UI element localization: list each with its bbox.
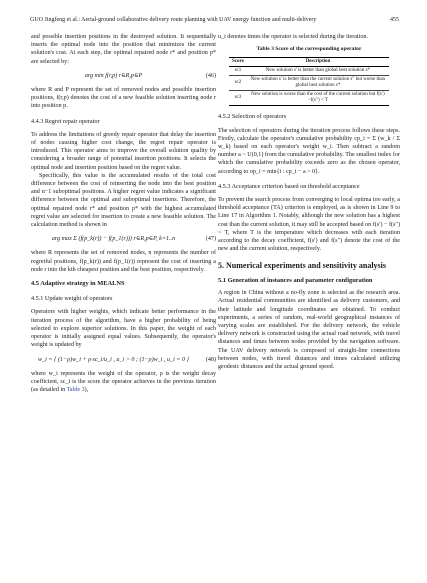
table-header-row	[229, 58, 389, 67]
paragraph: Operators with higher weights, which indicate better performance in the iteration process of the algorithm, have a higher probability of being selected to explore superior solutions. In this paper, the weight of each operator is initially assigned equal values. Subsequently, the operator's weight is updated by	[31, 309, 216, 349]
table-row	[229, 91, 389, 106]
equation-48	[31, 356, 216, 364]
paragraph: and possible insertion positions in the destroyed solution. It sequentially inserts the optimal node into the position that minimizes the current solution's cost. At each step, the optimal repaired node r* and position p* are selected by:	[31, 34, 216, 65]
subsection-heading: 4.4.3 Regret repair operator	[31, 117, 100, 125]
table-row	[229, 76, 389, 91]
score-table	[229, 57, 389, 106]
section-heading: 4.5 Adaptive strategy in MEALNS	[31, 280, 125, 288]
table-cell: New solution s′ is better than global best solution s*	[265, 68, 371, 74]
paragraph: Specifically, this value is the accumulated results of the total cost difference between the cost of reinserting the node into the best position and n−1 suboptimal positions. A higher regret value indicates a significant difference between the optimal and suboptimal insertions. Therefore, the optimal repaired node r* and position p* with the highest accumulated regret value are selected for insertion to create a new feasible solution. The calculation method is shown in	[31, 172, 216, 229]
equation-body: arg min f(r,p) r∈R,p∈P	[84, 72, 143, 79]
column-header: Description	[305, 59, 331, 65]
paragraph: u_i denotes times the operator is selected during the iteration.	[218, 34, 368, 40]
left-column	[31, 33, 216, 394]
equation-46	[31, 72, 216, 80]
table-cell: New solution s′ is better than the current solution s″ but worse than global best solution s*	[250, 77, 386, 89]
subsection-heading: 4.5.2 Selection of operators	[218, 113, 287, 121]
paragraph: where R and P represent the set of removed nodes and possible insertion positions, f(r,p) denotes the cost of a new feasible solution inserting node r into position p.	[31, 87, 216, 110]
equation-number: (47)	[205, 236, 216, 243]
column-header: Score	[232, 59, 244, 65]
paragraph: A region in China without a no-fly zone is selected as the research area. Actual residential communities are identified as delivery customers, and their latitude and longitude coordinates are obtained. To conduct experiments, a series of random, real-world geographical instances of varying scales are established. For the delivery network, the vehicle delivery network is constructed using the actual road network, with travel distances and times between nodes provided by the navigation software. The UAV delivery network is composed of straight-line connections between nodes, with travel distances and times calculated utilizing geodesic distances and the actual ground speed.	[218, 290, 400, 370]
running-title: GUO Jingfeng et al.: Aerial-ground collaborative delivery route planning with UAV energy function and multi-delivery	[30, 17, 317, 23]
section-heading: 5.1 Generation of instances and parameter configuration	[218, 276, 373, 284]
table-3-link[interactable]: Table 3	[66, 387, 85, 394]
table-row	[229, 67, 389, 76]
paragraph-text: where w_i represents the weight of the operator, ρ is the weight decay coefficient, sc_i is the score the operator achieves in the previous iteration (as detailed in	[31, 370, 216, 394]
table-cell: New solution is worse than the cost of the current solution but f(s′)−f(s″) < T	[251, 92, 385, 104]
equation-number: (48)	[205, 356, 216, 363]
right-column	[218, 33, 400, 371]
paragraph: where R represents the set of removed nodes, n represents the number of regretful positions, f(p_k(r)) and f(p_1(r)) represent the cost of inserting a node r into the kth cheapest position and the best position, respectively.	[31, 250, 216, 273]
paragraph: The selection of operators during the iteration process follows these steps. Firstly, calculate the operator's cumulative probability cp_i = Σ (w_k / Σ w_k) based on each operator's weight w_i. Then subtract a random number a ~ U(0,1) from the cumulative probability. The smallest index for which the cumulative probability exceeds zero as the chosen operator, according to op_i = min{i : cp_i − a > 0}.	[218, 127, 400, 175]
paragraph-text: ),	[84, 387, 89, 394]
subsection-heading: 4.5.1 Update weight of operators	[31, 295, 113, 303]
table-cell: sc1	[234, 68, 242, 74]
major-section-heading: 5. Numerical experiments and sensitivity analysis	[218, 261, 386, 271]
equation-body: w_i = { (1−ρ)w_i + ρ·sc_i/u_i , u_i > 0 ; (1−ρ)w_i , u_i = 0 }	[38, 356, 189, 363]
table-cell: sc3	[234, 95, 242, 101]
table-caption: Table 3 Score of the corresponding operator	[256, 46, 362, 53]
paragraph: To address the limitations of greedy repair operator that delay the insertion of nodes causing higher cost change, the regret repair operator is introduced. This operator aims to improve the overall solution quality by considering a broader range of potential insertion positions. It selects the optimal node and insertion position based on the regret value.	[31, 131, 216, 171]
running-header	[30, 14, 399, 26]
equation-body: arg max Σ (f(p_k(r)) − f(p_1(r))) r∈R,p∈P, k=1..n	[51, 236, 176, 243]
equation-47	[31, 235, 216, 243]
page-number: 455	[390, 17, 399, 23]
subsection-heading: 4.5.3 Acceptance criterion based on threshold acceptance	[218, 182, 360, 190]
paragraph	[31, 370, 216, 395]
table-cell: sc2	[234, 80, 242, 86]
equation-number: (46)	[205, 72, 216, 79]
paragraph: To prevent the search process from converging to local optima too early, a threshold acceptance (TA) criterion is employed, as is shown in Line 9 to Line 17 in Algorithm 1. Notably, although the new solution has a highest cost than the current solution, it may still be accepted based on f(s′) − f(s″) < T, where T is the temperature which decreases with each iteration according to the decay coefficient, f(s′) and f(s″) denote the cost of the new and the current solution, respectively.	[218, 197, 400, 253]
